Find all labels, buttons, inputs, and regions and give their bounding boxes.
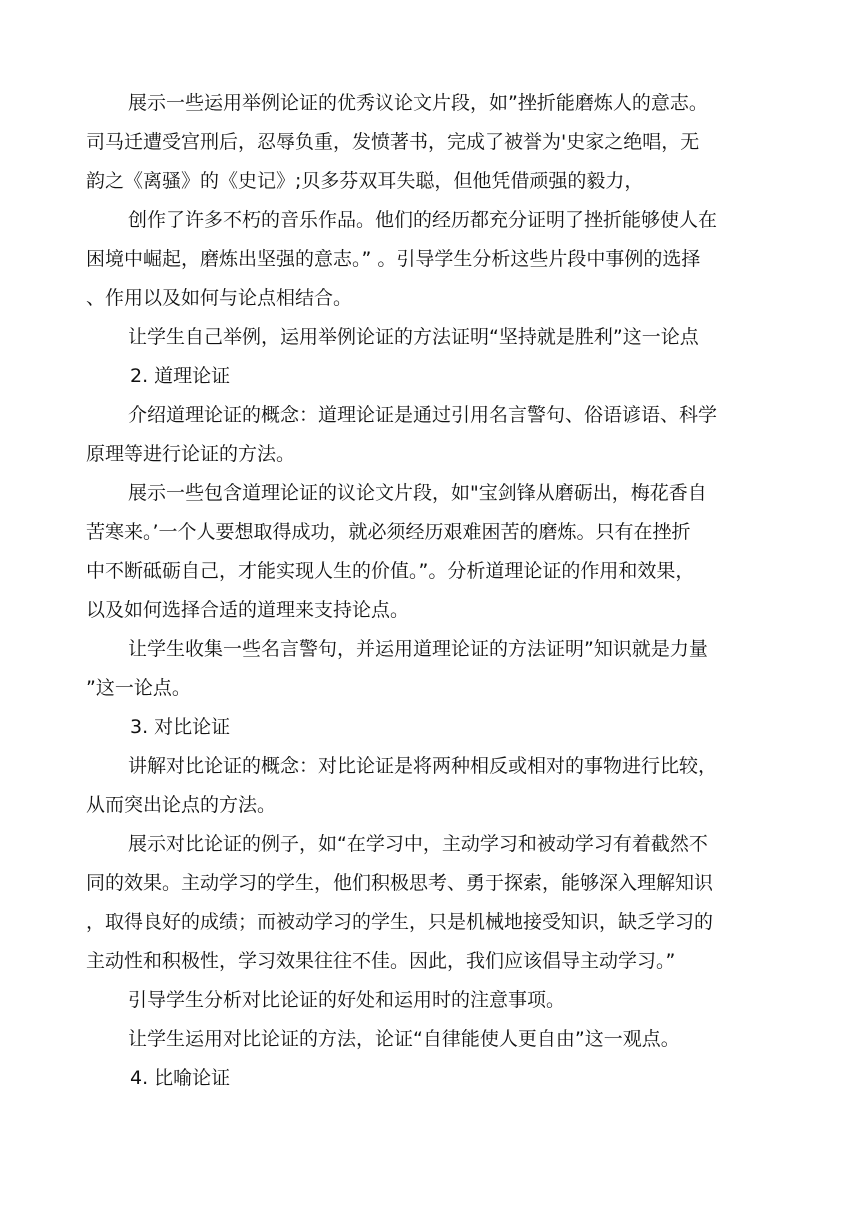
paragraph-line: 同的效果。主动学习的学生，他们积极思考、勇于探索，能够深入理解知识: [86, 872, 714, 894]
paragraph-line: 从而突出论点的方法。: [86, 794, 277, 816]
paragraph-line: 韵之《离骚》的《史记》;贝多芬双耳失聪，但他凭借顽强的毅力，: [86, 170, 644, 192]
paragraph-line: 创作了许多不朽的音乐作品。他们的经历都充分证明了挫折能够使人在: [128, 209, 718, 231]
paragraph-line: 困境中崛起，磨炼出坚强的意志。” 。引导学生分析这些片段中事例的选择: [86, 248, 701, 270]
section-heading: 3. 对比论证: [130, 716, 231, 738]
paragraph-line: 介绍道理论证的概念：道理论证是通过引用名言警句、俗语谚语、科学: [128, 404, 718, 426]
paragraph-line: 中不断砥砺自己，才能实现人生的价值。”。分析道理论证的作用和效果，: [86, 560, 695, 582]
paragraph-line: 以及如何选择合适的道理来支持论点。: [86, 599, 410, 621]
paragraph-line: 让学生收集一些名言警句，并运用道理论证的方法证明”知识就是力量: [128, 638, 708, 660]
paragraph-line: 苦寒来。’一个人要想取得成功，就必须经历艰难困苦的磨炼。只有在挫折: [86, 521, 691, 543]
section-heading: 4. 比喻论证: [130, 1067, 231, 1089]
paragraph-line: 展示对比论证的例子，如“在学习中，主动学习和被动学习有着截然不: [128, 833, 708, 855]
paragraph-line: 让学生运用对比论证的方法，论证“自律能使人更自由”这一观点。: [128, 1028, 680, 1050]
paragraph-line: ”这一论点。: [86, 677, 191, 699]
paragraph-line: 展示一些运用举例论证的优秀议论文片段，如”挫折能磨炼人的意志。: [128, 92, 708, 114]
paragraph-line: 让学生自己举例，运用举例论证的方法证明“坚持就是胜利”这一论点: [128, 326, 699, 348]
paragraph-line: 主动性和积极性，学习效果往往不佳。因此，我们应该倡导主动学习。”: [86, 950, 676, 972]
document-body: [86, 84, 776, 1098]
section-heading: 2. 道理论证: [130, 365, 231, 387]
paragraph-line: 讲解对比论证的概念：对比论证是将两种相反或相对的事物进行比较，: [128, 755, 718, 777]
paragraph-line: 引导学生分析对比论证的好处和运用时的注意事项。: [128, 989, 566, 1011]
paragraph-line: 、作用以及如何与论点相结合。: [86, 287, 353, 309]
paragraph-line: 原理等进行论证的方法。: [86, 443, 296, 465]
paragraph-line: 司马迁遭受宫刑后，忍辱负重，发愤著书，完成了被誉为'史家之绝唱，无: [86, 131, 700, 153]
paragraph-line: ，取得良好的成绩；而被动学习的学生，只是机械地接受知识，缺乏学习的: [86, 911, 714, 933]
paragraph-line: 展示一些包含道理论证的议论文片段，如"宝剑锋从磨砺出，梅花香自: [128, 482, 707, 504]
